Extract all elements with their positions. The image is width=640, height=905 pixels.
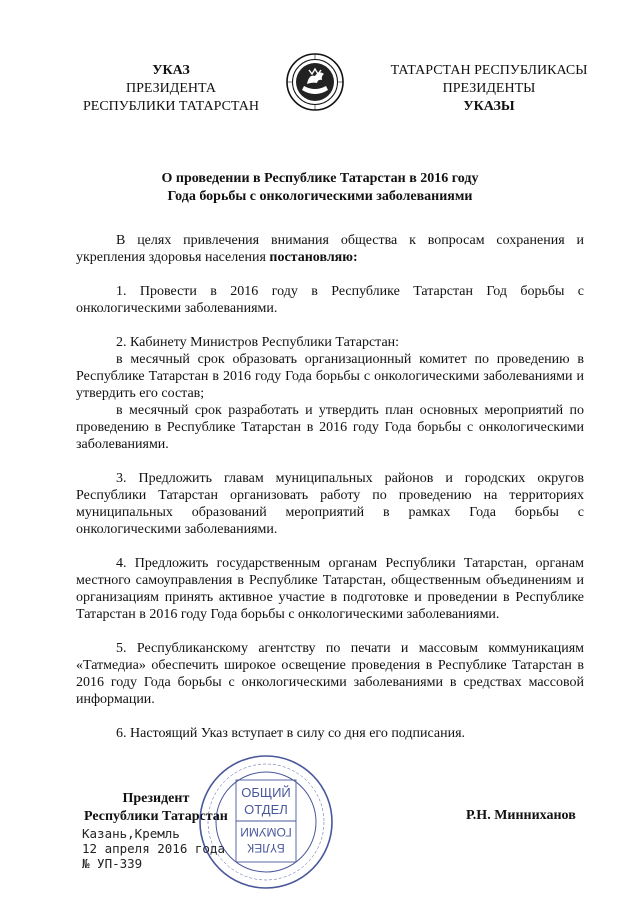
title-line-2: Года борьбы с онкологическими заболеваниями (167, 189, 473, 204)
stamp-line1: ОБЩИЙ (241, 785, 291, 800)
official-seal-stamp (196, 752, 336, 892)
header-right-title: УКАЗЫ (463, 99, 515, 114)
document-body (76, 232, 584, 742)
header-right-line2: ПРЕЗИДЕНТЫ (442, 81, 536, 96)
signatory-role-line2: Республики Татарстан (84, 809, 228, 824)
header-left (78, 62, 264, 116)
header-left-line3: РЕСПУБЛИКИ ТАТАРСТАН (82, 99, 259, 114)
place: Казань,Кремль (82, 826, 180, 841)
tatarstan-coat-of-arms-icon (285, 52, 345, 112)
item-1: 1. Провести в 2016 году в Республике Татарстан Год борьбы с онкологическими заболеваниями. (76, 284, 584, 316)
preamble-text: В целях привлечения внимания общества к вопросам сохранения и укрепления здоровья населения (76, 233, 584, 265)
header-left-line2: ПРЕЗИДЕНТА (126, 81, 216, 96)
item-2-sub-b: в месячный срок разработать и утвердить план основных мероприятий по проведению в Республике Татарстан в 2016 году Года борьбы с онкологическими заболеваниями. (76, 403, 584, 452)
document-title (100, 170, 540, 206)
header-right-line1: ТАТАРСТАН РЕСПУБЛИКАСЫ (390, 63, 588, 78)
decree-number: № УП-339 (82, 856, 143, 871)
header-left-title: УКАЗ (152, 63, 190, 78)
item-5: 5. Республиканскому агентству по печати и массовым коммуникациям «Татмедиа» обеспечить широкое освещение проведения в Республике Татарстан в 2016 году Года борьбы с онкологическими заболеваниями в средствах массовой информации. (76, 641, 584, 707)
item-4: 4. Предложить государственным органам Республики Татарстан, органам местного самоуправления в Республике Татарстан, общественным объединениям и организациям принять активное участие в подготовке и проведении в Республике Татарстан в 2016 году Года борьбы с онкологическими заболеваниями. (76, 556, 584, 622)
stamp-line4: БҮЛЕК (247, 841, 285, 855)
date: 12 апреля 2016 года (82, 841, 225, 856)
title-line-1: О проведении в Республике Татарстан в 2016 году (161, 171, 479, 186)
item-6: 6. Настоящий Указ вступает в силу со дня его подписания. (116, 726, 466, 741)
item-2: 2. Кабинету Министров Республики Татарстан: (116, 335, 400, 350)
signatory-name: Р.Н. Минниханов (466, 808, 576, 823)
item-2-sub-a: в месячный срок образовать организационный комитет по проведению в Республике Татарстан в 2016 году Года борьбы с онкологическими заболеваниями и утвердить его состав; (76, 352, 584, 401)
stamp-line2: ОТДЕЛ (244, 802, 288, 817)
stamp-line3: ГОМУМИ (240, 825, 292, 839)
signatory-role-line1: Президент (122, 791, 190, 806)
preamble-paragraph (76, 232, 584, 266)
preamble-decree-word: постановляю: (269, 250, 358, 265)
header-right (360, 62, 618, 116)
item-3: 3. Предложить главам муниципальных районов и городских округов Республики Татарстан организовать работу по проведению на территориях муниципальных образований мероприятий в рамках Года борьбы с онкологическими заболеваниями. (76, 471, 584, 537)
